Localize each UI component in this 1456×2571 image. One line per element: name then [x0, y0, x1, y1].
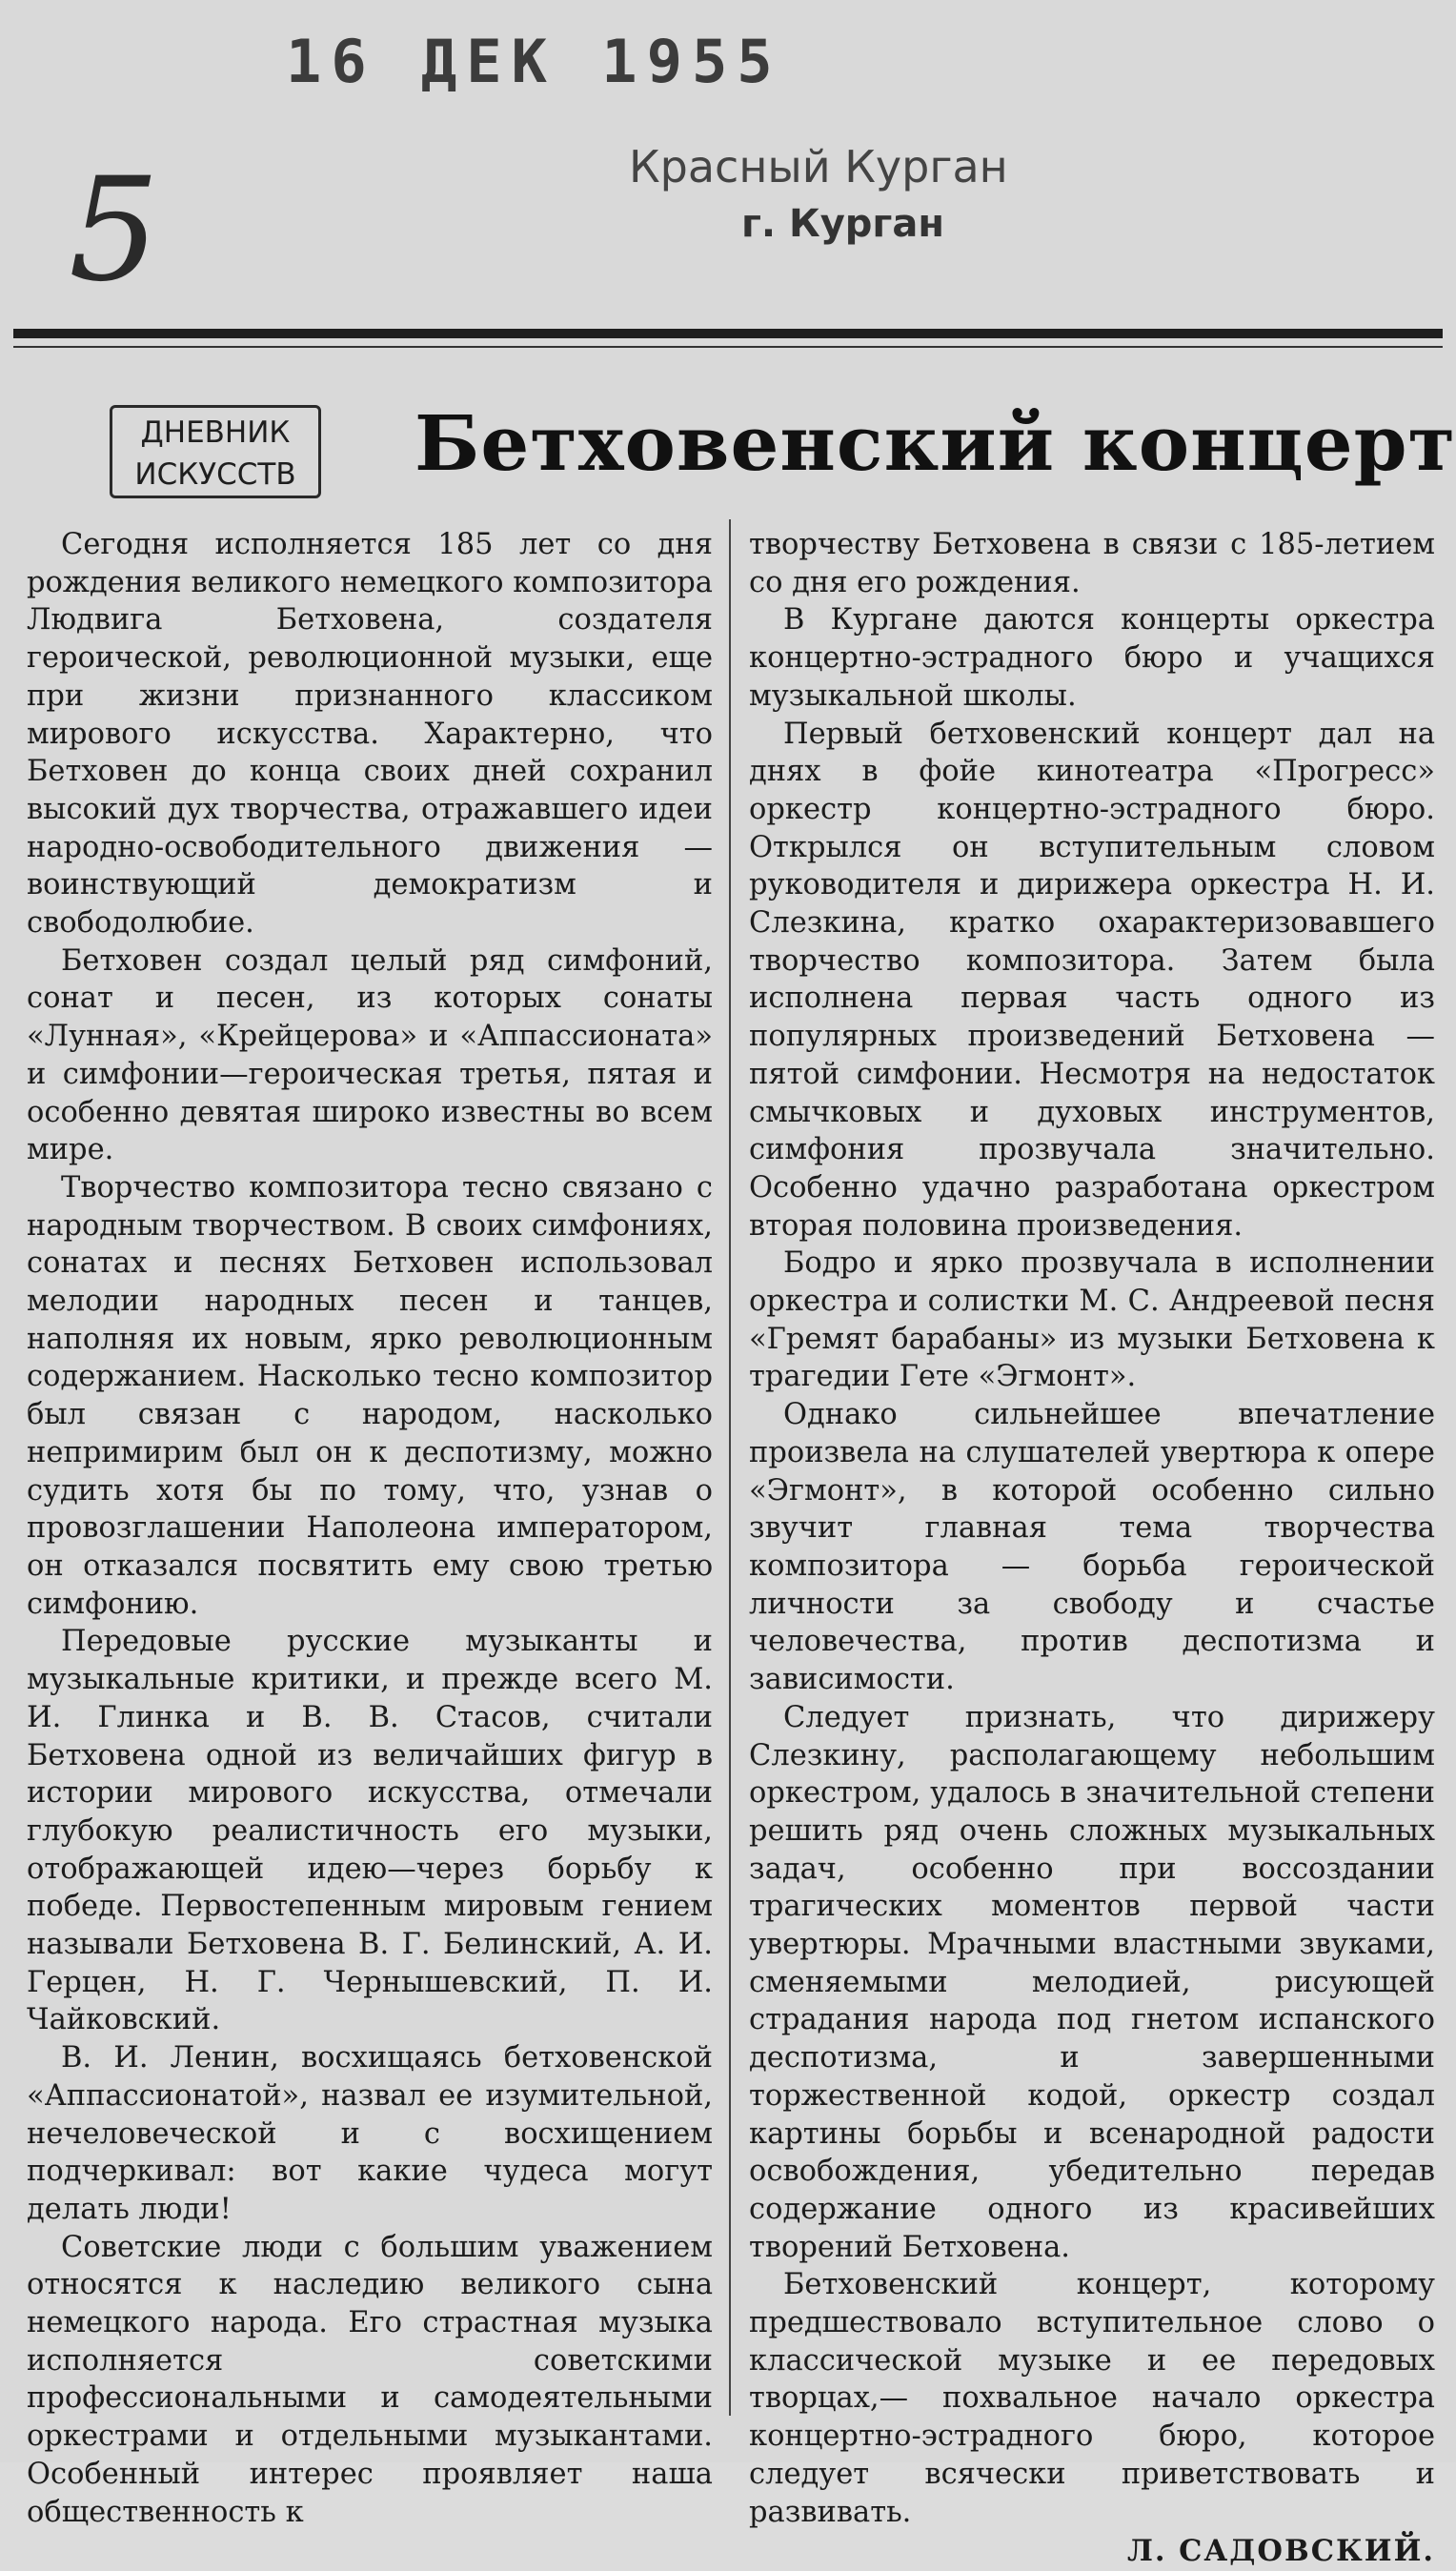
paragraph: В Кургане даются концерты оркестра концертно-эстрадного бюро и учащихся музыкальной школы. — [749, 603, 1435, 713]
author-signature: Л. САДОВСКИЙ. — [1126, 2534, 1435, 2569]
rubric-line-1: ДНЕВНИК — [140, 415, 291, 450]
top-rule-thin — [13, 346, 1443, 348]
date-stamp: 16 ДЕК 1955 — [286, 27, 782, 96]
paragraph: Творчество композитора тесно связано с народным творчеством. В своих симфониях, сонатах и песнях Бетховен использовал мелодии народных песен и танцев, наполняя их новым, ярко революционным содержанием. Насколько тесно композитор был связан с народом, насколько непримирим был он к деспотизму, можно судить хотя бы по тому, что, узнав о провозглашении Наполеона императором, он отказался посвятить ему свою третью симфонию. — [27, 1170, 713, 1621]
paragraph: Советские люди с большим уважением относятся к наследию великого сына немецкого народа. Его страстная музыка исполняется советскими профессиональными и самодеятельными оркестрами и отдельными музыкантами. Особенный интерес проявляет наша общественность к — [27, 2230, 713, 2529]
paragraph: творчеству Бетховена в связи с 185-летием со дня его рождения. — [749, 528, 1435, 599]
paragraph: Бетховенский концерт, которому предшествовало вступительное слово о классической музыке и ее передовых творцах,— похвальное начало оркестра концертно-эстрадного бюро, которое следует всячески приветствовать и развивать. — [749, 2268, 1435, 2529]
paragraph: В. И. Ленин, восхищаясь бетховенской «Аппассионатой», назвал ее изумительной, нечеловеческой и с восхищением подчеркивал: вот какие чудеса могут делать люди! — [27, 2041, 713, 2226]
column-divider — [729, 519, 731, 2416]
paragraph: Однако сильнейшее впечатление произвела на слушателей увертюра к опере «Эгмонт», в которой особенно сильно звучит главная тема творчества композитора — борьба героической личности за свободу и счастье человечества, против деспотизма и зависимости. — [749, 1398, 1435, 1697]
paragraph: Передовые русские музыканты и музыкальные критики, и прежде всего М. И. Глинка и В. В. Стасов, считали Бетховена одной из величайших фигур в истории мирового искусства, отмечали глубокую реалистичность его музыки, отображающей идею—через борьбу к победе. Первостепенным мировым гением называли Бетховена В. Г. Белинский, А. И. Герцен, Н. Г. Чернышевский, П. И. Чайковский. — [27, 1625, 713, 2037]
rubric-box — [110, 405, 321, 498]
article-column-2 — [749, 526, 1435, 2571]
paragraph: Следует признать, что дирижеру Слезкину, располагающему небольшим оркестром, удалось в значительной степени решить ряд очень сложных музыкальных задач, особенно при воссоздании трагических моментов первой части увертюры. Мрачными властными звуками, сменяемыми мелодией, рисующей страдания народа под гнетом испанского деспотизма, и завершенными торжественной кодой, оркестр создал картины борьбы и всенародной радости освобождения, убедительно передав содержание одного из красивейших творений Бетховена. — [749, 1700, 1435, 2264]
top-rule — [13, 329, 1443, 338]
article-headline: Бетховенский концерт — [415, 398, 1456, 488]
handwritten-number: 5 — [69, 148, 160, 314]
article-column-1 — [27, 526, 713, 2531]
rubric-line-2: ИСКУССТВ — [134, 457, 296, 492]
newspaper-name: Красный Курган — [629, 141, 1008, 192]
paragraph: Бодро и ярко прозвучала в исполнении оркестра и солистки М. С. Андреевой песня «Гремят барабаны» из музыки Бетховена к трагедии Гете «Эгмонт». — [749, 1246, 1435, 1394]
newspaper-city: г. Курган — [741, 202, 944, 246]
paragraph: Первый бетховенский концерт дал на днях в фойе кинотеатра «Прогресс» оркестр концертно-эстрадного бюро. Открылся он вступительным словом руководителя и дирижера оркестра Н. И. Слезкина, кратко охарактеризовавшего творчество композитора. Затем была исполнена первая часть одного из популярных произведений Бетховена — пятой симфонии. Несмотря на недостаток смычковых и духовых инструментов, симфония прозвучала значительно. Особенно удачно разработана оркестром вторая половина произведения. — [749, 717, 1435, 1243]
paragraph: Бетховен создал целый ряд симфоний, сонат и песен, из которых сонаты «Лунная», «Крейцерова» и «Аппассионата» и симфонии—героическая третья, пятая и особенно девятая широко известны во всем мире. — [27, 943, 713, 1167]
paragraph: Сегодня исполняется 185 лет со дня рождения великого немецкого композитора Людвига Бетховена, создателя героической, революционной музыки, еще при жизни признанного классиком мирового искусства. Характерно, что Бетховен до конца своих дней сохранил высокий дух творчества, отражавшего идеи народно-освободительного движения — воинствующий демократизм и свободолюбие. — [27, 528, 713, 941]
